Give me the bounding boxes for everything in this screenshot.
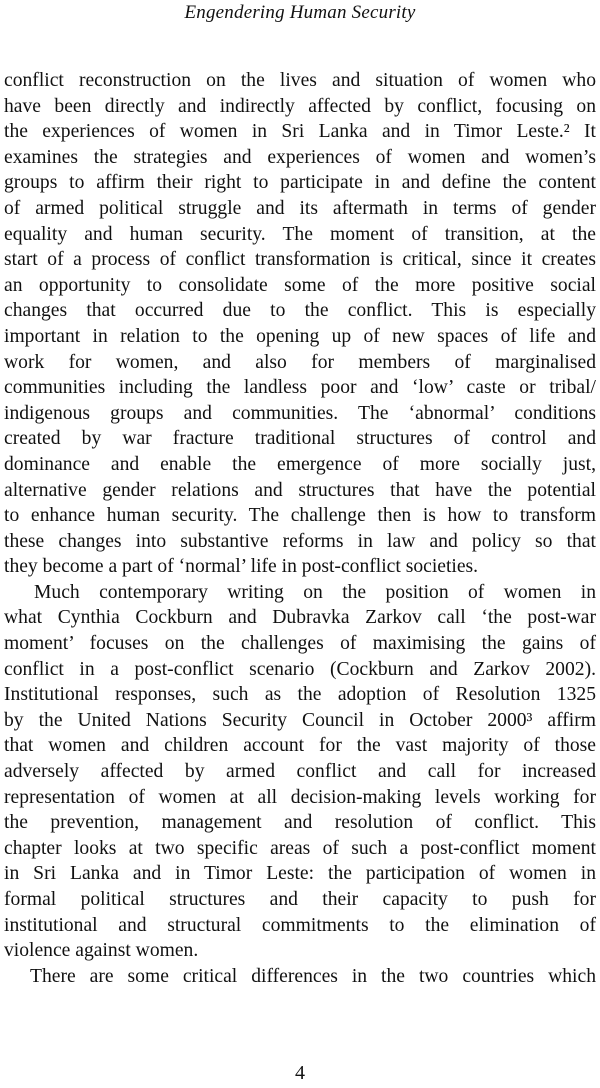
text-line: examines the strategies and experiences of women and women’s	[4, 146, 596, 168]
text-line: representation of women at all decision-making levels working for	[4, 786, 596, 808]
text-line: alternative gender relations and structures that have the potential	[4, 479, 596, 501]
text-line: the experiences of women in Sri Lanka and in Timor Leste.² It	[4, 121, 596, 143]
page-number: 4	[295, 1062, 305, 1084]
text-line: moment’ focuses on the challenges of maximising the gains of	[4, 633, 596, 655]
text-line: changes that occurred due to the conflict. This is especially	[4, 300, 596, 322]
text-line: Much contemporary writing on the position of women in	[34, 581, 596, 603]
text-line: institutional and structural commitments to the elimination of	[4, 914, 596, 936]
text-line: by the United Nations Security Council in October 2000³ affirm	[4, 709, 596, 731]
text-line: these changes into substantive reforms in law and policy so that	[4, 530, 596, 552]
text-line: groups to affirm their right to participate in and define the content	[4, 172, 596, 194]
running-head: Engendering Human Security	[184, 2, 416, 23]
text-line: they become a part of ‘normal’ life in post-conflict societies.	[4, 556, 479, 578]
text-line: equality and human security. The moment of transition, at the	[4, 223, 596, 245]
text-line: of armed political struggle and its aftermath in terms of gender	[4, 197, 596, 219]
text-line: formal political structures and their capacity to push for	[4, 889, 596, 910]
text-line: chapter looks at two specific areas of such a post-conflict moment	[4, 837, 596, 859]
text-line: created by war fracture traditional structures of control and	[4, 428, 596, 450]
text-line: important in relation to the opening up of new spaces of life and	[4, 325, 596, 347]
text-line: Institutional responses, such as the adoption of Resolution 1325	[4, 684, 596, 706]
text-line: an opportunity to consolidate some of the more positive social	[4, 274, 596, 296]
text-line: conflict reconstruction on the lives and situation of women who	[4, 70, 596, 91]
text-line: adversely affected by armed conflict and call for increased	[4, 761, 596, 783]
text-line: that women and children account for the vast majority of those	[4, 735, 596, 757]
text-line: There are some critical differences in the two countries which	[30, 965, 596, 987]
text-line: what Cynthia Cockburn and Dubravka Zarkov call ‘the post-war	[4, 607, 596, 629]
text-line: in Sri Lanka and in Timor Leste: the participation of women in	[4, 863, 596, 885]
text-line: start of a process of conflict transformation is critical, since it creates	[4, 249, 596, 271]
text-line: violence against women.	[4, 940, 199, 962]
body-text	[4, 68, 596, 989]
text-line: conflict in a post-conflict scenario (Cockburn and Zarkov 2002).	[4, 658, 596, 680]
text-line: the prevention, management and resolution of conflict. This	[4, 812, 596, 834]
text-line: to enhance human security. The challenge then is how to transform	[4, 505, 596, 527]
text-line: indigenous groups and communities. The ‘abnormal’ conditions	[4, 402, 596, 424]
text-line: communities including the landless poor and ‘low’ caste or tribal/	[4, 377, 596, 399]
text-line: dominance and enable the emergence of more socially just,	[4, 453, 596, 475]
text-line: have been directly and indirectly affected by conflict, focusing on	[4, 95, 596, 117]
text-line: work for women, and also for members of marginalised	[4, 351, 596, 373]
